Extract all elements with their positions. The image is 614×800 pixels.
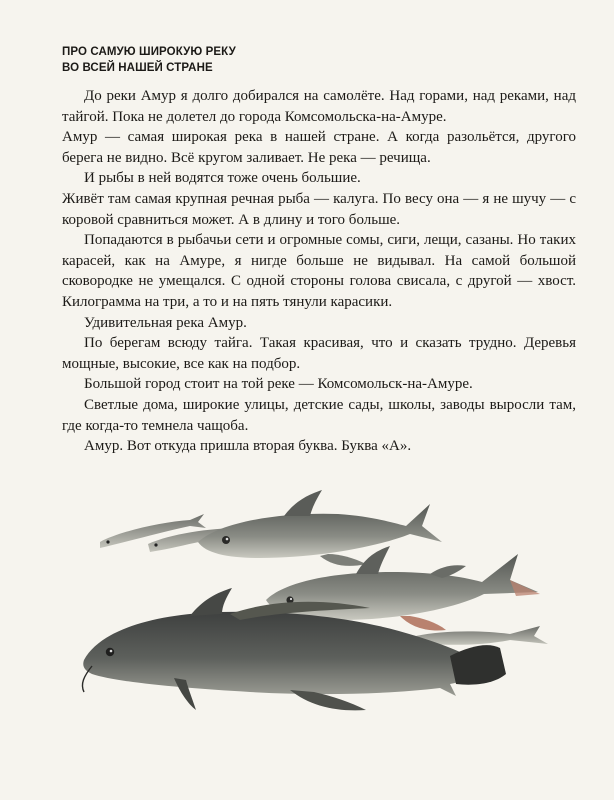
- paragraph: По берегам всюду тайга. Такая красивая, что и сказать трудно. Деревья мощные, высокие, все как на подбор.: [62, 335, 576, 372]
- paragraph: Попадаются в рыбачьи сети и огромные сомы, сиги, лещи, сазаны. Но таких карасей, как на Амуре, я нигде больше не видывал. На самой большой сковородке не умещался. С одной стороны голова свисала, с другой — хвост. Килограмма на три, а то и на пять тянули карасики.: [62, 232, 576, 310]
- fish-illustration: [70, 470, 590, 730]
- fish-drawing: [70, 470, 590, 730]
- upper-fish: [198, 490, 442, 566]
- paragraph: Амур. Вот откуда пришла вторая буква. Буква «А».: [84, 438, 412, 455]
- heading-line-1: ПРО САМУЮ ШИРОКУЮ РЕКУ: [62, 46, 236, 58]
- paragraph: Удивительная река Амур.: [84, 314, 247, 331]
- paragraph: Амур — самая широкая река в нашей стране. А когда разольётся, другого берега не видно. Всё кругом заливает. Не река — речища.: [62, 129, 576, 166]
- chapter-heading: [62, 44, 236, 76]
- heading-line-2: ВО ВСЕЙ НАШЕЙ СТРАНЕ: [62, 62, 213, 74]
- paragraph: До реки Амур я долго добирался на самолёте. Над горами, над реками, над тайгой. Пока не долетел до города Комсомольска-на-Амуре.: [62, 88, 576, 125]
- paragraph: Большой город стоит на той реке — Комсомольск-на-Амуре.: [84, 376, 473, 393]
- paragraph: Светлые дома, широкие улицы, детские сады, школы, заводы выросли там, где когда-то темнела чащоба.: [62, 396, 576, 434]
- body-text: [62, 86, 576, 457]
- paragraph: И рыбы в ней водятся тоже очень большие.: [84, 170, 361, 187]
- paragraph: Живёт там самая крупная речная рыба — калуга. По весу она — я не шучу — с коровой сравниться может. А в длину и того больше.: [62, 190, 576, 228]
